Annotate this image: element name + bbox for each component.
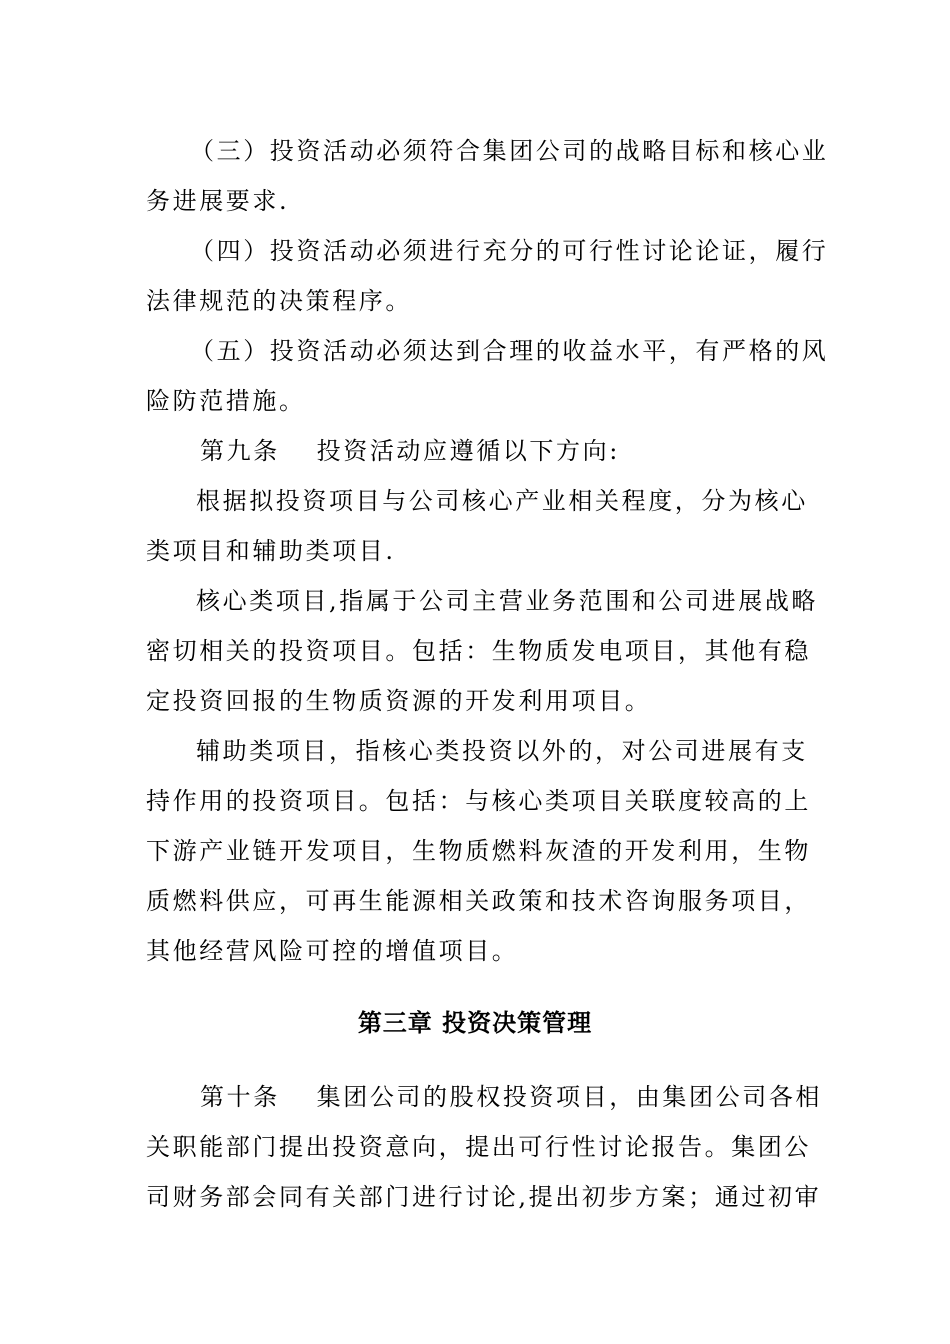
article-9-para-1-line-2: 类项目和辅助类项目.	[146, 537, 396, 565]
core-projects-line-3: 定投资回报的生物质资源的开发利用项目。	[146, 687, 652, 715]
auxiliary-projects-line-5: 其他经营风险可控的增值项目。	[146, 937, 519, 965]
clause-5-line-2: 险防范措施。	[146, 387, 306, 415]
auxiliary-projects-line-1: 辅助类项目，指核心类投资以外的，对公司进展有支	[196, 737, 808, 765]
auxiliary-projects-line-2: 持作用的投资项目。包括：与核心类项目关联度较高的上	[146, 787, 811, 815]
clause-3-line-2: 务进展要求.	[146, 187, 290, 215]
clause-4-line-2: 法律规范的决策程序。	[146, 287, 412, 315]
article-9-para-1-line-1: 根据拟投资项目与公司核心产业相关程度，分为核心	[196, 487, 808, 515]
article-10-line-3: 司财务部会同有关部门进行讨论,提出初步方案；通过初审	[146, 1183, 822, 1211]
auxiliary-projects-line-4: 质燃料供应，可再生能源相关政策和技术咨询服务项目，	[146, 887, 811, 915]
core-projects-line-1: 核心类项目,指属于公司主营业务范围和公司进展战略	[196, 587, 819, 615]
article-10-line-1: 第十条 集团公司的股权投资项目，由集团公司各相	[200, 1083, 823, 1111]
clause-5-line-1: （五）投资活动必须达到合理的收益水平，有严格的风	[190, 337, 829, 365]
article-10-line-2: 关职能部门提出投资意向，提出可行性讨论报告。集团公	[146, 1133, 811, 1161]
chapter-heading: 第三章 投资决策管理	[357, 1009, 593, 1037]
clause-4-line-1: （四）投资活动必须进行充分的可行性讨论论证，履行	[190, 237, 829, 265]
article-9-heading: 第九条 投资活动应遵循以下方向:	[200, 437, 620, 465]
auxiliary-projects-line-3: 下游产业链开发项目，生物质燃料灰渣的开发利用，生物	[146, 837, 811, 865]
core-projects-line-2: 密切相关的投资项目。包括：生物质发电项目，其他有稳	[146, 637, 811, 665]
clause-3-line-1: （三）投资活动必须符合集团公司的战略目标和核心业	[190, 137, 829, 165]
